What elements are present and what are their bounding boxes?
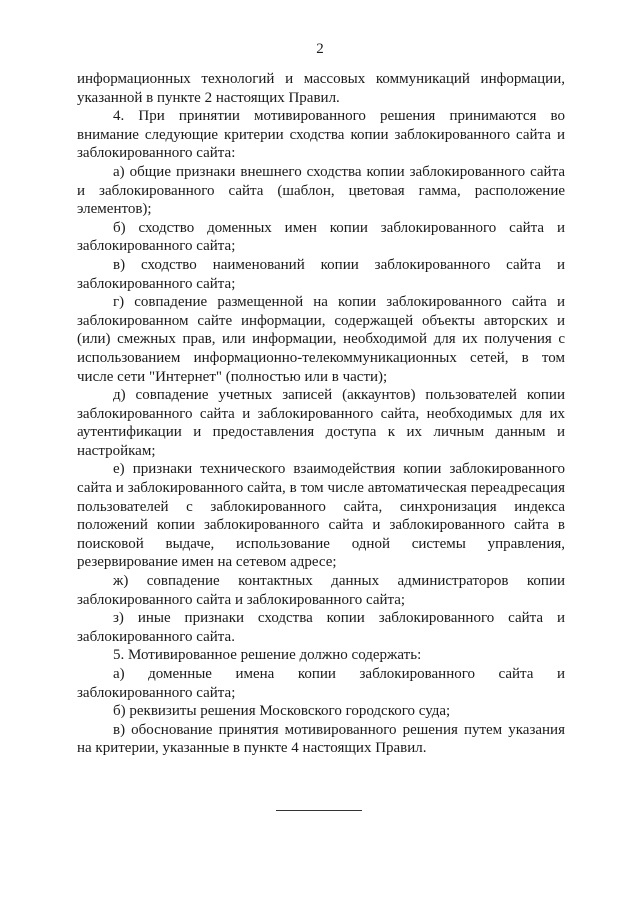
paragraph-item-4z: з) иные признаки сходства копии заблокированного сайта и заблокированного сайта. xyxy=(77,610,565,645)
paragraph-item-4v: в) сходство наименований копии заблокированного сайта и заблокированного сайта; xyxy=(77,256,565,292)
paragraph-item-4d: д) совпадение учетных записей (аккаунтов) пользователей копии заблокированного сайта и заблокированного сайта, необходимых для их аутентификации и предоставления доступа к их личным данным и настройкам; xyxy=(77,387,565,459)
paragraph-item-4b: б) сходство доменных имен копии заблокированного сайта и заблокированного сайта; xyxy=(77,219,565,255)
paragraph-item-4a: а) общие признаки внешнего сходства копии заблокированного сайта и заблокированного сайта (шаблон, цветовая гамма, расположение элементов); xyxy=(77,163,565,218)
page-number: 2 xyxy=(316,41,324,57)
paragraph-continuation: информационных технологий и массовых коммуникаций информации, указанной в пункте 2 настоящих Правил. xyxy=(77,71,565,106)
paragraph-item-4g: г) совпадение размещенной на копии заблокированного сайта и заблокированном сайте информации, содержащей объекты авторских и (или) смежных прав, или информации, необходимой для их получения с использованием информационно-телекоммуникационных сетей, в том числе сети "Интернет" (полностью или в части); xyxy=(77,294,565,385)
paragraph-item-5: 5. Мотивированное решение должно содержать: xyxy=(113,647,422,664)
paragraph-item-4zh: ж) совпадение контактных данных администраторов копии заблокированного сайта и заблокированного сайта; xyxy=(77,573,565,608)
paragraph-item-4: 4. При принятии мотивированного решения принимаются во внимание следующие критерии сходства копии заблокированного сайта и заблокированного сайта: xyxy=(77,108,565,162)
document-body xyxy=(77,70,565,758)
paragraph-item-5a: а) доменные имена копии заблокированного сайта и заблокированного сайта; xyxy=(77,666,565,701)
paragraph-item-4e: е) признаки технического взаимодействия копии заблокированного сайта и заблокированного сайта, в том числе автоматическая переадресация пользователей с заблокированного сайта, синхронизация индекса положений копии заблокированного сайта и заблокированного сайта в поисковой выдаче, использование одной системы управления, резервирование имен на сетевом адресе; xyxy=(77,461,565,571)
paragraph-item-5b: б) реквизиты решения Московского городского суда; xyxy=(113,703,451,720)
paragraph-item-5v: в) обоснование принятия мотивированного решения путем указания на критерии, указанные в пункте 4 настоящих Правил. xyxy=(77,721,565,757)
end-separator-line xyxy=(276,810,362,811)
